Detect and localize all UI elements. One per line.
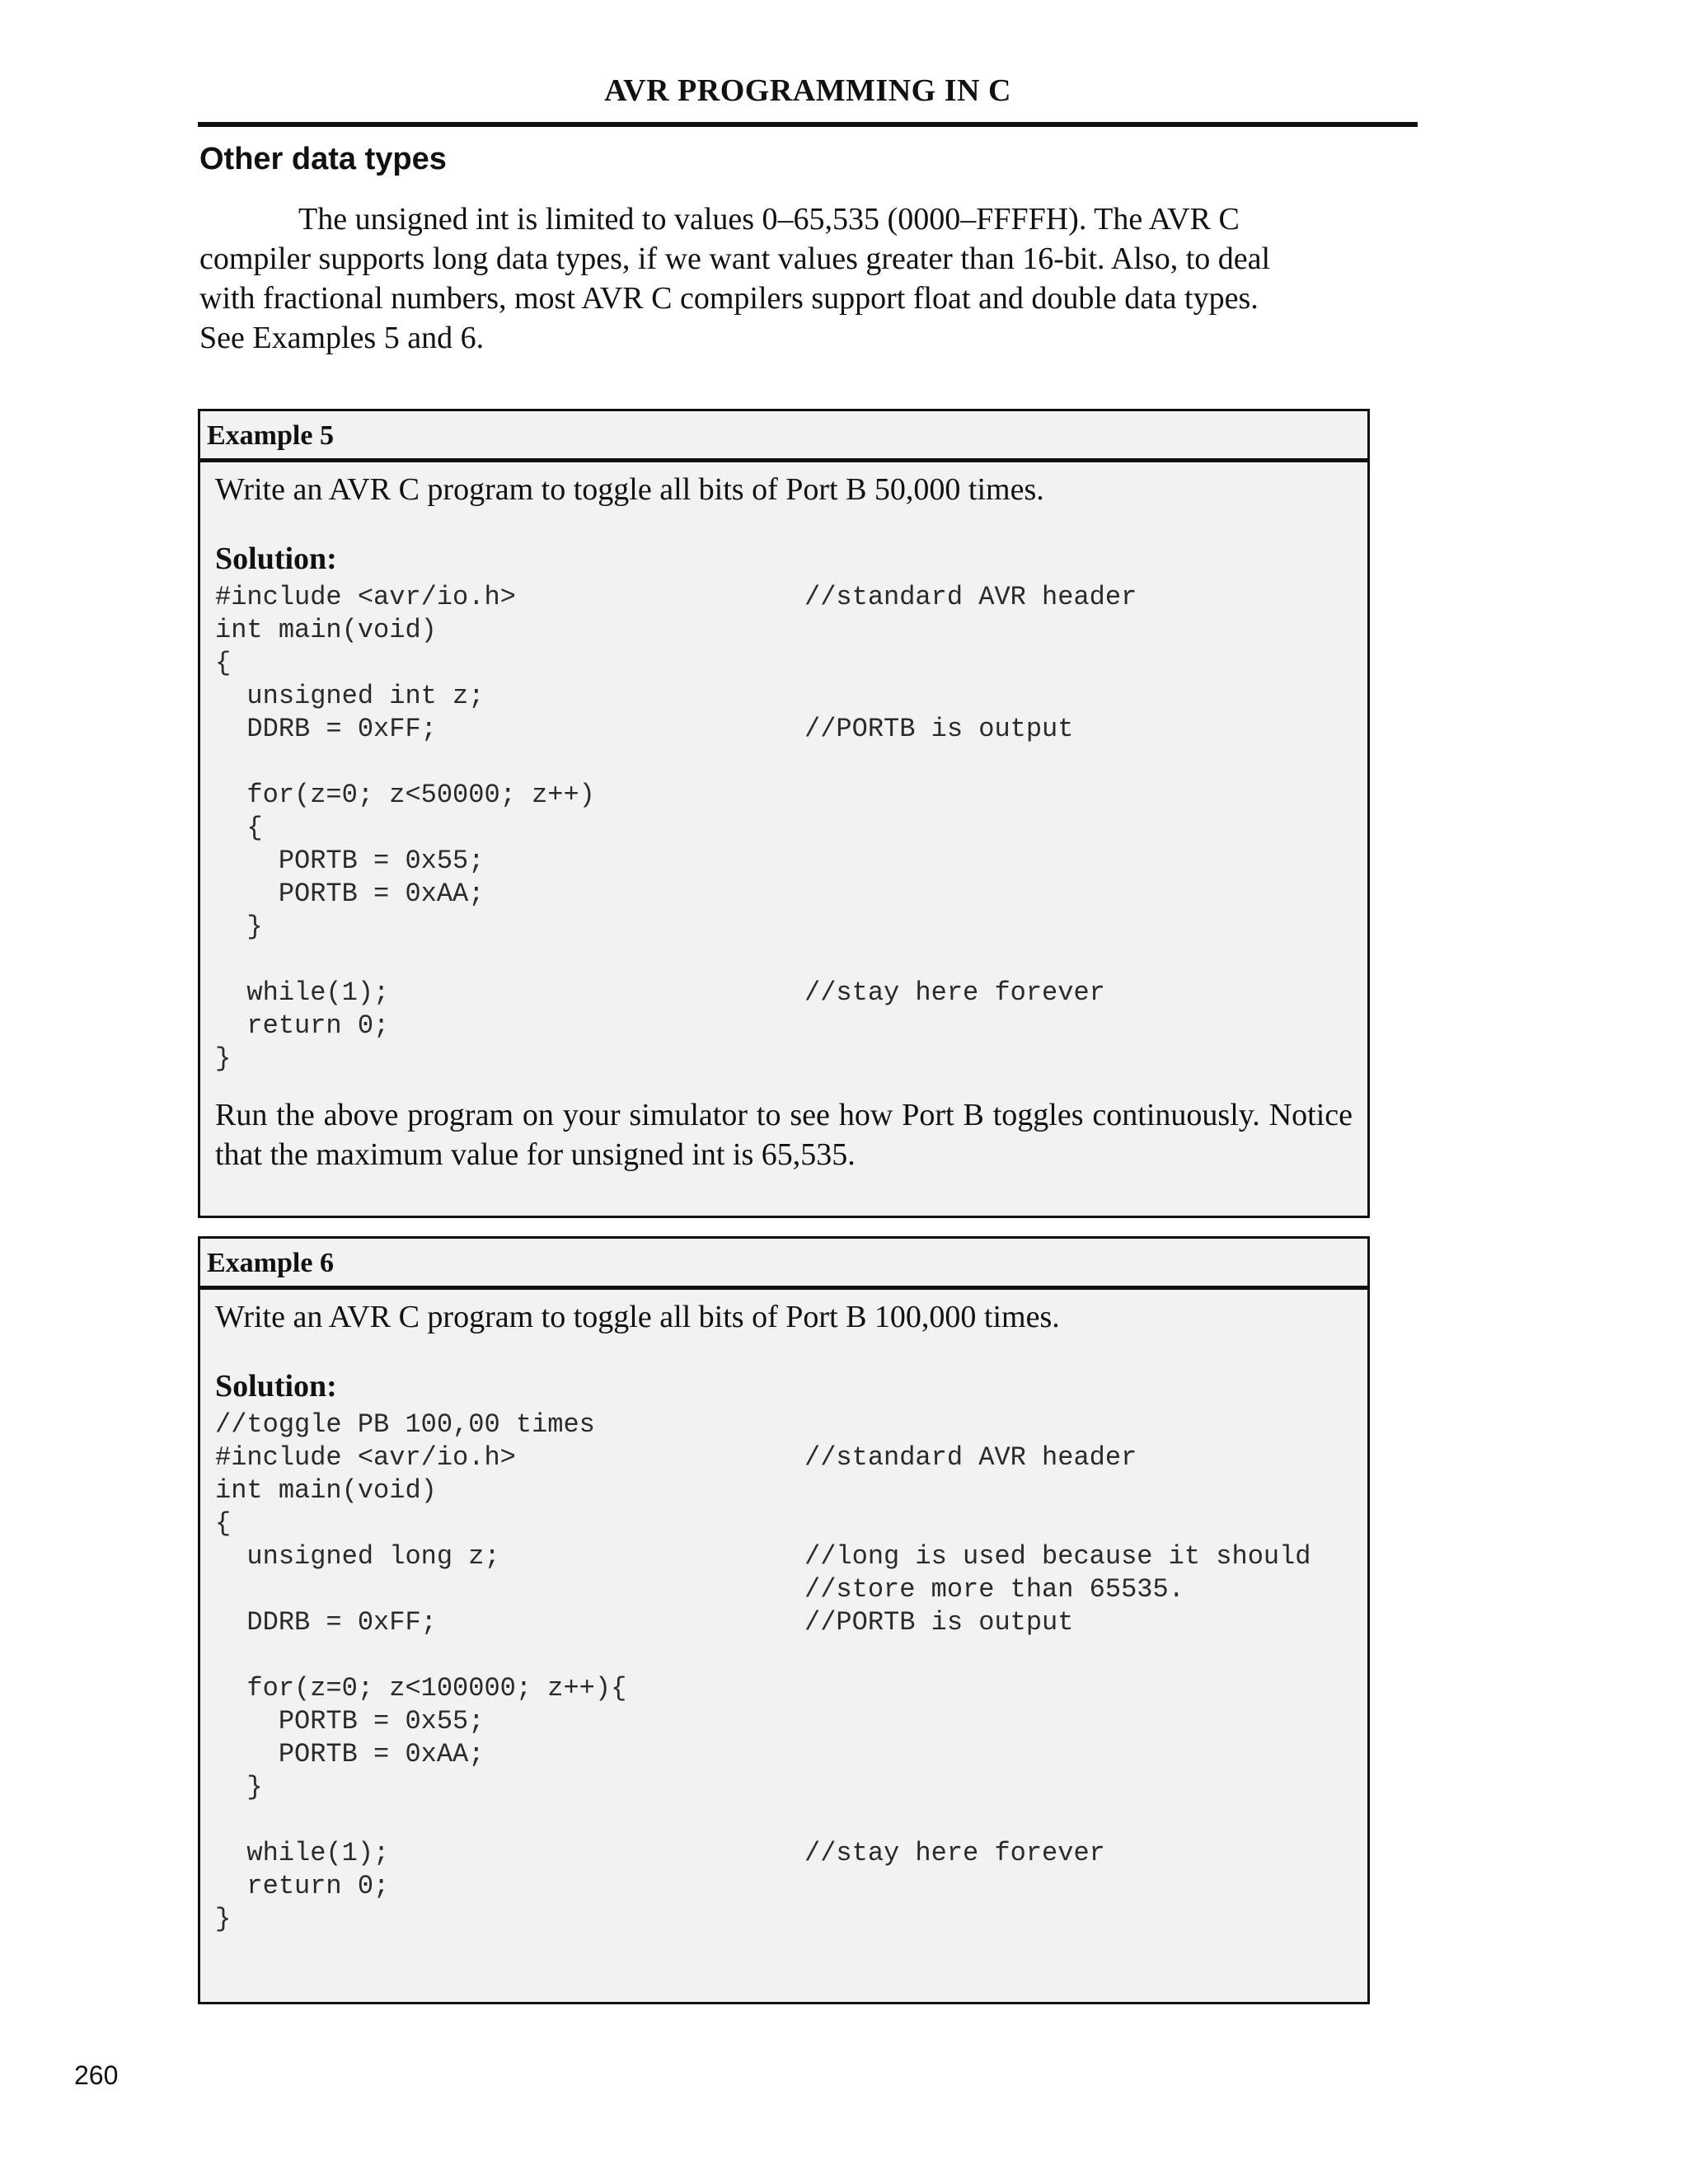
code-block <box>215 581 1353 1076</box>
code-text: unsigned long z; <box>215 1541 500 1572</box>
intro-paragraph: The unsigned int is limited to values 0–65,535 (0000–FFFFH). The AVR C compiler supports long data types, if we want values greater than 16-bit. Also, to deal with fractional numbers, most AVR C compilers support float and double data types. See Examples 5 and 6. <box>199 202 1271 355</box>
code-text <box>215 1804 804 1837</box>
code-line <box>215 845 1353 878</box>
code-text: //toggle PB 100,00 times <box>215 1409 595 1440</box>
code-text: return 0; <box>215 1010 390 1041</box>
code-line <box>215 1672 1353 1705</box>
code-text: } <box>215 1043 232 1074</box>
code-line <box>215 1705 1353 1738</box>
example-body <box>200 462 1367 1174</box>
code-line <box>215 1507 1353 1540</box>
code-line <box>215 1408 1353 1441</box>
code-line <box>215 1474 1353 1507</box>
code-comment: //standard AVR header <box>804 1442 1137 1473</box>
code-line <box>215 812 1353 845</box>
solution-label: Solution: <box>215 541 337 576</box>
running-head: AVR PROGRAMMING IN C <box>604 73 1011 108</box>
code-text: } <box>215 1904 232 1934</box>
code-line <box>215 614 1353 647</box>
code-text: PORTB = 0x55; <box>215 1706 485 1736</box>
code-comment: //store more than 65535. <box>804 1574 1184 1605</box>
code-text: { <box>215 1508 232 1539</box>
code-text: } <box>215 1772 263 1802</box>
code-line <box>215 1903 1353 1936</box>
code-line <box>215 1771 1353 1804</box>
code-text: int main(void) <box>215 615 437 645</box>
example-task: Write an AVR C program to toggle all bits of Port B 100,000 times. <box>215 1300 1060 1334</box>
code-text: PORTB = 0xAA; <box>215 879 485 909</box>
code-line <box>215 1738 1353 1771</box>
code-text: DDRB = 0xFF; <box>215 1607 437 1638</box>
example-note: Run the above program on your simulator to see how Port B toggles continuously. Notice that the maximum value for unsigned int is 65,535. <box>215 1098 1353 1172</box>
code-line <box>215 1804 1353 1837</box>
example-6-box <box>198 1236 1370 2004</box>
code-text: while(1); <box>215 1838 390 1868</box>
section-title: Other data types <box>199 142 447 176</box>
code-comment: //stay here forever <box>804 1838 1105 1868</box>
code-line <box>215 779 1353 812</box>
page-number: 260 <box>74 2060 119 2090</box>
code-text: int main(void) <box>215 1475 437 1506</box>
code-text: for(z=0; z<50000; z++) <box>215 780 595 810</box>
code-line <box>215 1043 1353 1076</box>
code-text <box>215 944 804 977</box>
code-text <box>215 1573 804 1606</box>
code-text: for(z=0; z<100000; z++){ <box>215 1673 627 1704</box>
header-rule <box>198 122 1418 127</box>
code-line <box>215 1573 1353 1606</box>
code-line <box>215 581 1353 614</box>
code-text: unsigned int z; <box>215 681 485 711</box>
code-line <box>215 1441 1353 1474</box>
code-text <box>215 1639 804 1672</box>
code-line <box>215 1639 1353 1672</box>
code-block <box>215 1408 1353 1936</box>
example-5-box <box>198 409 1370 1218</box>
code-line <box>215 977 1353 1010</box>
code-line <box>215 647 1353 680</box>
code-line <box>215 1540 1353 1573</box>
code-text: DDRB = 0xFF; <box>215 714 437 744</box>
code-line <box>215 1606 1353 1639</box>
code-text: #include <avr/io.h> <box>215 1442 516 1473</box>
code-line <box>215 746 1353 779</box>
example-body <box>200 1290 1367 1936</box>
code-line <box>215 680 1353 713</box>
code-comment: //standard AVR header <box>804 582 1137 612</box>
code-comment: //stay here forever <box>804 977 1105 1008</box>
example-title: Example 5 <box>200 411 1367 462</box>
code-comment: //PORTB is output <box>804 714 1074 744</box>
code-line <box>215 878 1353 911</box>
solution-label: Solution: <box>215 1369 337 1404</box>
code-comment: //PORTB is output <box>804 1607 1074 1638</box>
code-line <box>215 1870 1353 1903</box>
code-line <box>215 911 1353 944</box>
code-text: PORTB = 0xAA; <box>215 1739 485 1769</box>
code-text: #include <avr/io.h> <box>215 582 516 612</box>
code-line <box>215 1837 1353 1870</box>
example-task: Write an AVR C program to toggle all bits of Port B 50,000 times. <box>215 472 1044 507</box>
code-text: { <box>215 648 232 678</box>
code-text: while(1); <box>215 977 390 1008</box>
code-text <box>215 746 804 779</box>
code-line <box>215 1010 1353 1043</box>
code-line <box>215 944 1353 977</box>
code-text: } <box>215 912 263 942</box>
code-text: { <box>215 813 263 843</box>
code-comment: //long is used because it should <box>804 1541 1311 1572</box>
code-text: PORTB = 0x55; <box>215 846 485 876</box>
code-line <box>215 713 1353 746</box>
example-title: Example 6 <box>200 1239 1367 1290</box>
code-text: return 0; <box>215 1871 390 1901</box>
